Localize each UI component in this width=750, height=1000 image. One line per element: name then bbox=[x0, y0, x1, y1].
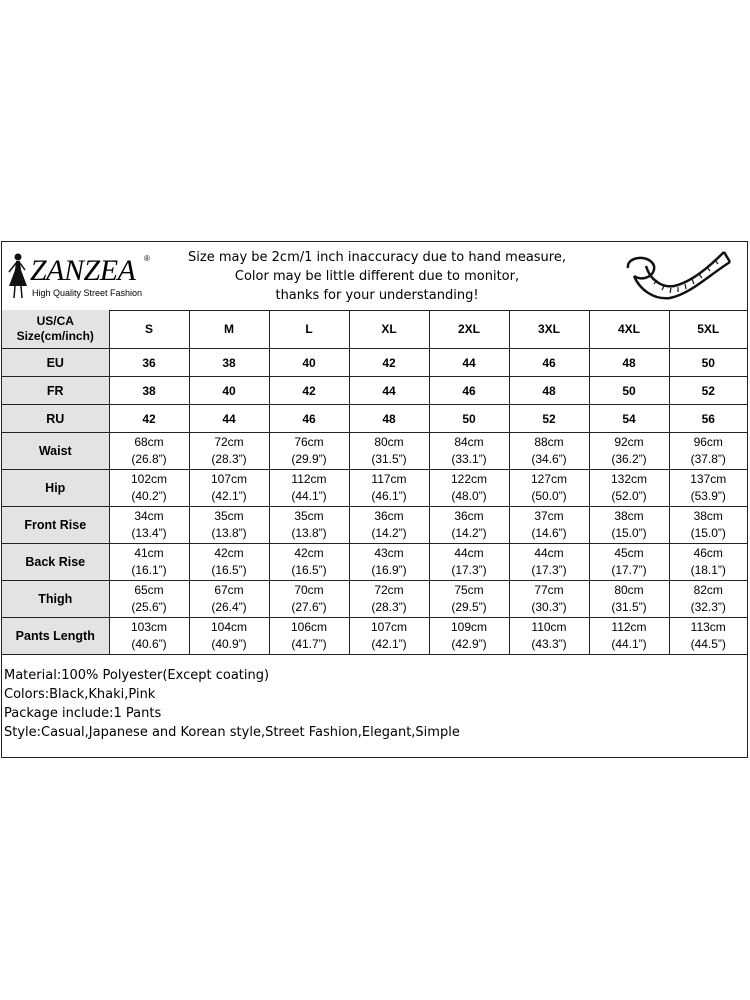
inch-value: (46.1”) bbox=[371, 489, 407, 503]
inch-value: (44.1”) bbox=[291, 489, 327, 503]
brand-name: ZANZEA bbox=[30, 254, 136, 287]
cm-value: 76cm bbox=[294, 435, 324, 449]
inch-value: (40.9”) bbox=[211, 637, 247, 651]
measurement-notice bbox=[172, 248, 582, 305]
inch-value: (14.6”) bbox=[531, 526, 567, 540]
notice-line: Size may be 2cm/1 inch inaccuracy due to hand measure, bbox=[188, 250, 566, 265]
measurement-row-pants-length bbox=[2, 618, 747, 655]
inch-value: (13.8”) bbox=[211, 526, 247, 540]
table-cell: 46 bbox=[509, 349, 589, 377]
cm-value: 70cm bbox=[294, 583, 324, 597]
table-cell: 52 bbox=[509, 405, 589, 433]
size-header-cell: 4XL bbox=[589, 310, 669, 349]
row-label: EU bbox=[2, 349, 109, 377]
inch-value: (33.1”) bbox=[451, 452, 487, 466]
notice-line: thanks for your understanding! bbox=[275, 288, 479, 303]
table-cell bbox=[349, 618, 429, 655]
cm-value: 72cm bbox=[374, 583, 404, 597]
table-cell bbox=[429, 433, 509, 470]
notice-line: Color may be little different due to monitor, bbox=[234, 269, 520, 284]
cm-value: 77cm bbox=[534, 583, 564, 597]
table-cell bbox=[429, 618, 509, 655]
table-cell bbox=[109, 618, 189, 655]
table-cell bbox=[509, 544, 589, 581]
table-cell bbox=[269, 581, 349, 618]
cm-value: 122cm bbox=[450, 472, 488, 486]
table-cell: 42 bbox=[349, 349, 429, 377]
inch-value: (15.0”) bbox=[690, 526, 726, 540]
table-cell bbox=[349, 433, 429, 470]
table-cell bbox=[509, 618, 589, 655]
inch-value: (42.1”) bbox=[211, 489, 247, 503]
inch-value: (26.4”) bbox=[211, 600, 247, 614]
inch-value: (13.8”) bbox=[291, 526, 327, 540]
table-cell bbox=[589, 581, 669, 618]
inch-value: (25.6”) bbox=[131, 600, 167, 614]
table-cell: 42 bbox=[269, 377, 349, 405]
size-header-cell: 3XL bbox=[509, 310, 589, 349]
cm-value: 106cm bbox=[290, 620, 328, 634]
table-cell bbox=[189, 433, 269, 470]
inch-value: (42.1”) bbox=[371, 637, 407, 651]
cm-value: 65cm bbox=[134, 583, 164, 597]
inch-value: (44.1”) bbox=[611, 637, 647, 651]
table-cell bbox=[189, 507, 269, 544]
cm-value: 102cm bbox=[130, 472, 168, 486]
inch-value: (32.3”) bbox=[690, 600, 726, 614]
inch-value: (16.9”) bbox=[371, 563, 407, 577]
table-cell bbox=[589, 470, 669, 507]
table-cell bbox=[189, 618, 269, 655]
inch-value: (17.7”) bbox=[611, 563, 647, 577]
style-text: Style:Casual,Japanese and Korean style,Street Fashion,Elegant,Simple bbox=[4, 725, 460, 740]
cm-value: 104cm bbox=[210, 620, 248, 634]
registered-mark: ® bbox=[144, 254, 150, 263]
table-cell bbox=[589, 618, 669, 655]
fashion-lady-icon bbox=[6, 252, 30, 300]
table-cell: 42 bbox=[109, 405, 189, 433]
measurement-row-front-rise bbox=[2, 507, 747, 544]
size-chart bbox=[1, 241, 748, 758]
table-cell: 54 bbox=[589, 405, 669, 433]
inch-value: (31.5”) bbox=[371, 452, 407, 466]
cm-value: 80cm bbox=[614, 583, 644, 597]
cm-value: 110cm bbox=[531, 620, 567, 634]
table-cell: 50 bbox=[589, 377, 669, 405]
inch-value: (36.2”) bbox=[611, 452, 647, 466]
inch-value: (34.6”) bbox=[531, 452, 567, 466]
table-cell bbox=[669, 544, 747, 581]
cm-value: 72cm bbox=[214, 435, 244, 449]
size-header-label-line: US/CA bbox=[36, 314, 74, 328]
table-cell: 38 bbox=[109, 377, 189, 405]
cm-value: 41cm bbox=[134, 546, 164, 560]
size-header-cell: 2XL bbox=[429, 310, 509, 349]
inch-value: (41.7”) bbox=[291, 637, 327, 651]
inch-value: (48.0”) bbox=[451, 489, 487, 503]
table-cell bbox=[509, 470, 589, 507]
cm-value: 82cm bbox=[693, 583, 723, 597]
table-cell bbox=[269, 433, 349, 470]
cm-value: 84cm bbox=[454, 435, 484, 449]
inch-value: (28.3”) bbox=[211, 452, 247, 466]
inch-value: (30.3”) bbox=[531, 600, 567, 614]
inch-value: (26.8”) bbox=[131, 452, 167, 466]
table-cell: 46 bbox=[429, 377, 509, 405]
cm-value: 34cm bbox=[134, 509, 164, 523]
inch-value: (52.0”) bbox=[611, 489, 647, 503]
measuring-tape-icon bbox=[620, 246, 740, 308]
table-cell bbox=[109, 544, 189, 581]
table-cell: 44 bbox=[429, 349, 509, 377]
inch-value: (16.5”) bbox=[211, 563, 247, 577]
inch-value: (17.3”) bbox=[531, 563, 567, 577]
row-label: Hip bbox=[2, 470, 109, 507]
cm-value: 113cm bbox=[690, 620, 726, 634]
inch-value: (16.1”) bbox=[131, 563, 167, 577]
inch-value: (14.2”) bbox=[451, 526, 487, 540]
row-label: FR bbox=[2, 377, 109, 405]
package-text: Package include:1 Pants bbox=[4, 706, 162, 721]
table-cell: 56 bbox=[669, 405, 747, 433]
cm-value: 42cm bbox=[214, 546, 244, 560]
size-header-cell: 5XL bbox=[669, 310, 747, 349]
cm-value: 132cm bbox=[610, 472, 648, 486]
inch-value: (29.9”) bbox=[291, 452, 327, 466]
row-label: Thigh bbox=[2, 581, 109, 618]
inch-value: (31.5”) bbox=[611, 600, 647, 614]
table-cell bbox=[109, 470, 189, 507]
cm-value: 112cm bbox=[291, 472, 327, 486]
inch-value: (17.3”) bbox=[451, 563, 487, 577]
measurement-row-hip bbox=[2, 470, 747, 507]
cm-value: 38cm bbox=[614, 509, 644, 523]
table-cell bbox=[349, 581, 429, 618]
inch-value: (43.3”) bbox=[531, 637, 567, 651]
inch-value: (40.2”) bbox=[131, 489, 167, 503]
table-cell bbox=[269, 507, 349, 544]
inch-value: (18.1”) bbox=[690, 563, 726, 577]
cm-value: 67cm bbox=[214, 583, 244, 597]
table-cell bbox=[509, 507, 589, 544]
size-header-row bbox=[2, 310, 747, 349]
colors-text: Colors:Black,Khaki,Pink bbox=[4, 687, 156, 702]
table-cell bbox=[109, 507, 189, 544]
inch-value: (40.6”) bbox=[131, 637, 167, 651]
inch-value: (27.6”) bbox=[291, 600, 327, 614]
cm-value: 107cm bbox=[370, 620, 408, 634]
table-cell bbox=[429, 544, 509, 581]
brand-tagline: High Quality Street Fashion bbox=[32, 288, 143, 298]
table-cell bbox=[109, 433, 189, 470]
table-cell bbox=[669, 618, 747, 655]
table-cell bbox=[349, 470, 429, 507]
measurement-row-waist bbox=[2, 433, 747, 470]
cm-value: 43cm bbox=[374, 546, 404, 560]
table-cell: 52 bbox=[669, 377, 747, 405]
table-cell bbox=[189, 470, 269, 507]
table-cell: 46 bbox=[269, 405, 349, 433]
table-cell bbox=[589, 433, 669, 470]
cm-value: 44cm bbox=[454, 546, 484, 560]
inch-value: (28.3”) bbox=[371, 600, 407, 614]
inch-value: (37.8”) bbox=[690, 452, 726, 466]
cm-value: 96cm bbox=[693, 435, 723, 449]
measurement-row-back-rise bbox=[2, 544, 747, 581]
inch-value: (13.4”) bbox=[131, 526, 167, 540]
inch-value: (14.2”) bbox=[371, 526, 407, 540]
size-chart-header bbox=[2, 242, 747, 311]
table-cell bbox=[269, 470, 349, 507]
table-cell bbox=[349, 507, 429, 544]
table-cell bbox=[269, 618, 349, 655]
cm-value: 137cm bbox=[690, 472, 727, 486]
table-cell bbox=[669, 581, 747, 618]
table-cell: 48 bbox=[509, 377, 589, 405]
cm-value: 38cm bbox=[693, 509, 723, 523]
material-text: Material:100% Polyester(Except coating) bbox=[4, 668, 270, 683]
inch-value: (15.0”) bbox=[611, 526, 647, 540]
measurement-row-thigh bbox=[2, 581, 747, 618]
inch-value: (53.9”) bbox=[690, 489, 726, 503]
table-cell bbox=[509, 581, 589, 618]
size-header-label bbox=[2, 310, 109, 349]
cm-value: 37cm bbox=[534, 509, 564, 523]
cm-value: 35cm bbox=[214, 509, 244, 523]
inch-value: (42.9”) bbox=[451, 637, 487, 651]
cm-value: 68cm bbox=[134, 435, 164, 449]
size-header-label-line: Size(cm/inch) bbox=[16, 329, 94, 343]
row-label: RU bbox=[2, 405, 109, 433]
row-label: Waist bbox=[2, 433, 109, 470]
table-cell bbox=[669, 433, 747, 470]
row-label: Pants Length bbox=[2, 618, 109, 655]
table-cell bbox=[429, 581, 509, 618]
cm-value: 112cm bbox=[611, 620, 647, 634]
region-row-fr bbox=[2, 377, 747, 405]
size-table bbox=[2, 310, 747, 655]
region-row-ru bbox=[2, 405, 747, 433]
brand-logo bbox=[6, 250, 156, 302]
size-header-cell: M bbox=[189, 310, 269, 349]
cm-value: 107cm bbox=[210, 472, 248, 486]
table-cell: 50 bbox=[429, 405, 509, 433]
cm-value: 44cm bbox=[534, 546, 564, 560]
size-header-cell: L bbox=[269, 310, 349, 349]
table-cell: 48 bbox=[349, 405, 429, 433]
table-cell bbox=[669, 507, 747, 544]
row-label: Front Rise bbox=[2, 507, 109, 544]
table-cell bbox=[349, 544, 429, 581]
inch-value: (16.5”) bbox=[291, 563, 327, 577]
cm-value: 80cm bbox=[374, 435, 404, 449]
cm-value: 88cm bbox=[534, 435, 564, 449]
table-cell: 40 bbox=[189, 377, 269, 405]
row-label: Back Rise bbox=[2, 544, 109, 581]
table-cell bbox=[669, 470, 747, 507]
table-cell bbox=[109, 581, 189, 618]
table-cell bbox=[589, 544, 669, 581]
cm-value: 117cm bbox=[371, 472, 407, 486]
table-cell bbox=[189, 544, 269, 581]
size-header-cell: S bbox=[109, 310, 189, 349]
cm-value: 42cm bbox=[294, 546, 324, 560]
cm-value: 35cm bbox=[294, 509, 324, 523]
inch-value: (29.5”) bbox=[451, 600, 487, 614]
product-info bbox=[4, 666, 460, 742]
table-cell bbox=[189, 581, 269, 618]
table-cell: 44 bbox=[189, 405, 269, 433]
region-row-eu bbox=[2, 349, 747, 377]
table-cell: 40 bbox=[269, 349, 349, 377]
cm-value: 46cm bbox=[693, 546, 723, 560]
cm-value: 75cm bbox=[454, 583, 484, 597]
cm-value: 127cm bbox=[530, 472, 568, 486]
inch-value: (50.0”) bbox=[531, 489, 567, 503]
cm-value: 103cm bbox=[130, 620, 168, 634]
inch-value: (44.5”) bbox=[690, 637, 726, 651]
table-cell bbox=[429, 470, 509, 507]
table-cell: 44 bbox=[349, 377, 429, 405]
cm-value: 45cm bbox=[614, 546, 644, 560]
table-cell: 36 bbox=[109, 349, 189, 377]
cm-value: 109cm bbox=[450, 620, 488, 634]
table-cell bbox=[589, 507, 669, 544]
cm-value: 92cm bbox=[614, 435, 644, 449]
size-header-cell: XL bbox=[349, 310, 429, 349]
table-cell bbox=[429, 507, 509, 544]
table-cell: 48 bbox=[589, 349, 669, 377]
table-cell bbox=[509, 433, 589, 470]
cm-value: 36cm bbox=[454, 509, 484, 523]
table-cell: 50 bbox=[669, 349, 747, 377]
table-cell: 38 bbox=[189, 349, 269, 377]
cm-value: 36cm bbox=[374, 509, 404, 523]
table-cell bbox=[269, 544, 349, 581]
